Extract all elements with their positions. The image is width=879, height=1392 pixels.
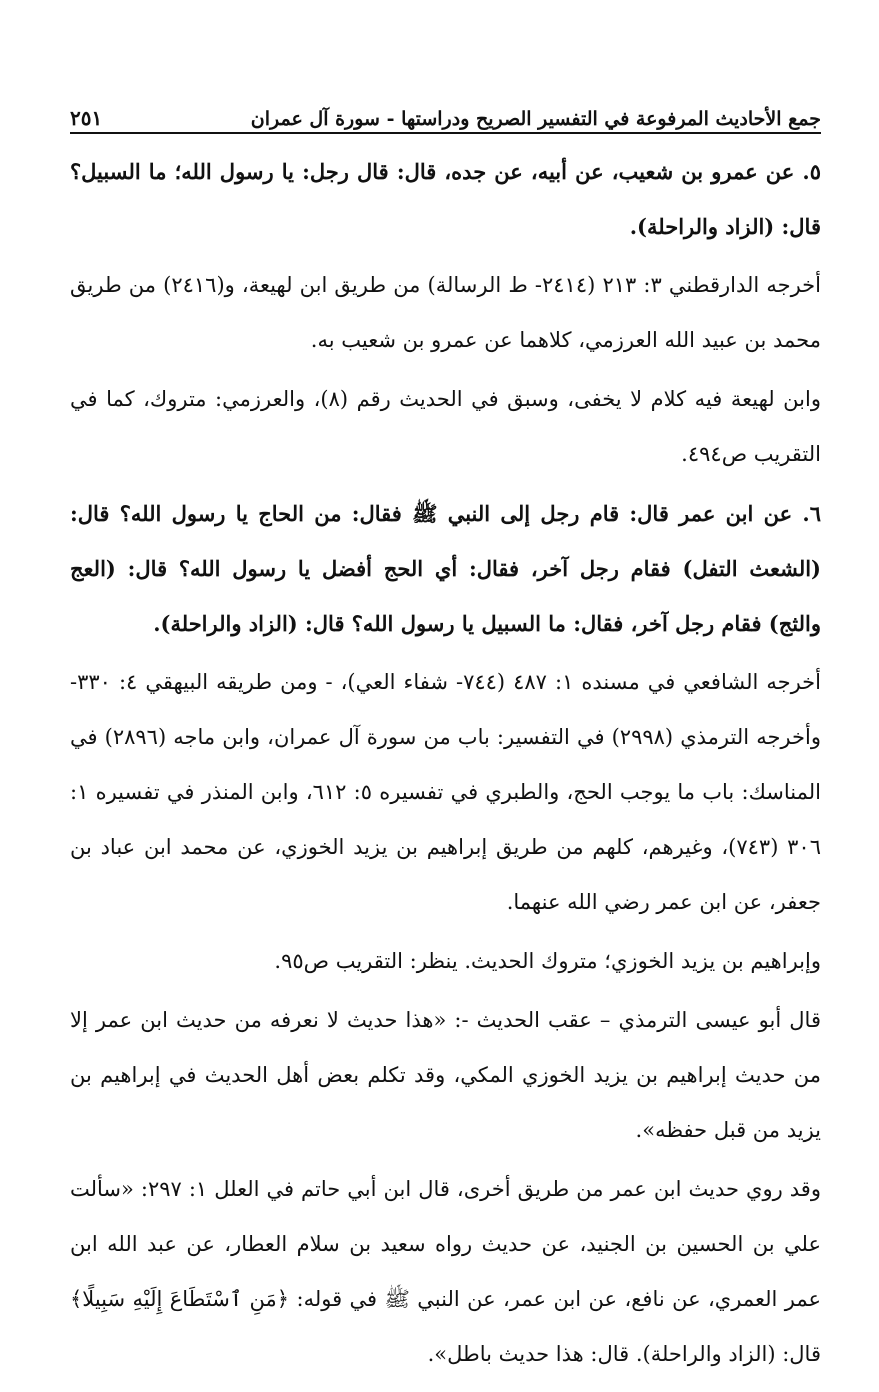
ilal-quote: وقد روي حديث ابن عمر من طريق أخرى، قال ابن أبي حاتم في العلل ١: ٢٩٧: «سألت علي بن الحسين بن الجنيد، عن حديث رواه سعيد بن سلام العطار، عن عبد الله ابن عمر العمري، عن نافع، عن ابن عمر، عن النبي ﷺ في قوله: ﴿مَنِ ٱسْتَطَاعَ إِلَيْهِ سَبِيلًا﴾ قال: (الزاد والراحلة). قال: هذا حديث باطل».	[70, 1177, 821, 1366]
page-header	[70, 94, 821, 134]
comment-5: وابن لهيعة فيه كلام لا يخفى، وسبق في الحديث رقم (٨)، والعرزمي: متروك، كما في التقريب ص٤٩٤.	[70, 387, 821, 466]
running-title: جمع الأحاديث المرفوعة في التفسير الصريح ودراستها - سورة آل عمران	[250, 108, 821, 130]
hadith-5: ٥. عن عمرو بن شعيب، عن أبيه، عن جده، قال: قال رجل: يا رسول الله؛ ما السبيل؟ قال: (الزاد والراحلة).	[70, 159, 821, 239]
takhrij-5: أخرجه الدارقطني ٣: ٢١٣ (٢٤١٤- ط الرسالة) من طريق ابن لهيعة، و(٢٤١٦) من طريق محمد بن عبيد الله العرزمي، كلاهما عن عمرو بن شعيب به.	[70, 273, 821, 352]
hadith-6: ٦. عن ابن عمر قال: قام رجل إلى النبي ﷺ فقال: من الحاج يا رسول الله؟ قال: (الشعث التفل) فقام رجل آخر، فقال: أي الحج أفضل يا رسول الله؟ قال: (العج والثج) فقام رجل آخر، فقال: ما السبيل يا رسول الله؟ قال: (الزاد والراحلة).	[70, 501, 821, 636]
page-body	[70, 144, 821, 1386]
page-number: ٢٥١	[70, 106, 103, 130]
tirmidhi-quote: قال أبو عيسى الترمذي – عقب الحديث -: «هذا حديث لا نعرفه من حديث ابن عمر إلا من حديث إبراهيم بن يزيد الخوزي المكي، وقد تكلم بعض أهل الحديث في إبراهيم بن يزيد من قبل حفظه».	[70, 1008, 821, 1142]
narrator-note: وإبراهيم بن يزيد الخوزي؛ متروك الحديث. ينظر: التقريب ص٩٥.	[274, 949, 821, 973]
takhrij-6: أخرجه الشافعي في مسنده ١: ٤٨٧ (٧٤٤- شفاء العي)، - ومن طريقه البيهقي ٤: ٣٣٠- وأخرجه الترمذي (٢٩٩٨) في التفسير: باب من سورة آل عمران، وابن ماجه (٢٨٩٦) في المناسك: باب ما يوجب الحج، والطبري في تفسيره ٥: ٦١٢، وابن المنذر في تفسيره ١: ٣٠٦ (٧٤٣)، وغيرهم، كلهم من طريق إبراهيم بن يزيد الخوزي، عن محمد ابن عباد بن جعفر، عن ابن عمر رضي الله عنهما.	[70, 670, 821, 914]
